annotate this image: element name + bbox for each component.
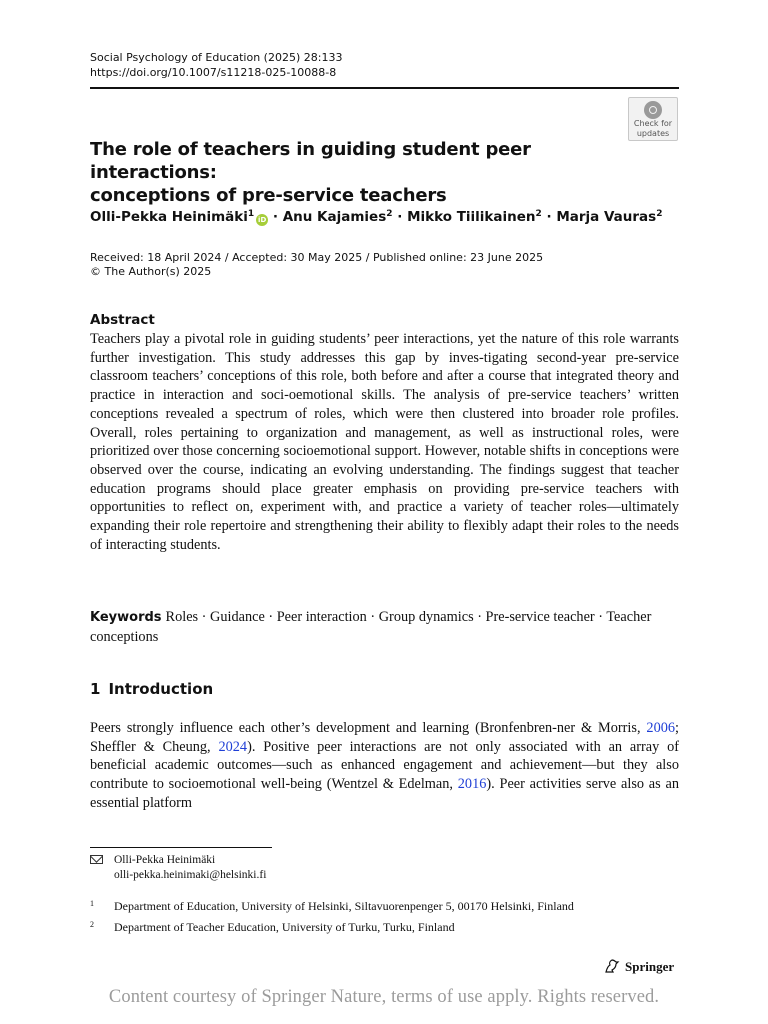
update-icon [644, 101, 662, 119]
author-separator: · [268, 209, 283, 225]
intro-text: ; Sheffler & Cheung, [90, 720, 679, 755]
keywords-list: Roles · Guidance · Peer interaction · Group dynamics · Pre-service teacher · Teacher conceptions [90, 609, 652, 645]
affiliation-number: 2 [90, 920, 94, 929]
author-affiliation: 2 [656, 209, 663, 219]
citation-link[interactable]: 2006 [646, 720, 676, 736]
dates-line: Received: 18 April 2024 / Accepted: 30 May 2025 / Published online: 23 June 2025 [90, 251, 544, 264]
intro-text: ). Peer activities serve also as an essential platform [90, 776, 679, 811]
badge-line1: Check for [633, 119, 673, 128]
publisher-name: Springer [625, 959, 675, 974]
author-name[interactable]: Mikko Tiilikainen [407, 209, 536, 225]
springer-horse-icon [604, 959, 620, 973]
author-affiliation: 2 [535, 209, 542, 219]
corr-email[interactable]: olli-pekka.heinimaki@helsinki.fi [114, 869, 267, 881]
section-title: Introduction [108, 680, 214, 698]
check-for-updates-badge[interactable] [628, 97, 678, 141]
affiliation-number: 1 [90, 899, 94, 908]
author-affiliation: 2 [386, 209, 393, 219]
footnote-rule [90, 847, 272, 848]
section-number: 1 [90, 680, 101, 698]
intro-text: Peers strongly influence each other’s development and learning (Bronfenbren-ner & Morris, [90, 720, 647, 736]
citation-link[interactable]: 2016 [457, 776, 487, 793]
orcid-icon[interactable]: iD [258, 216, 267, 224]
envelope-icon [90, 855, 103, 864]
keywords-label: Keywords [90, 610, 162, 625]
abstract-heading: Abstract [90, 312, 155, 328]
intro-paragraph [90, 719, 679, 813]
journal-header [90, 50, 342, 80]
title-line1: The role of teachers in guiding student peer interactions: [90, 139, 531, 183]
badge-line2: updates [636, 128, 670, 138]
springer-logo [604, 959, 674, 975]
citation-link[interactable]: 2024 [218, 738, 248, 755]
intro-text: ). Positive peer interactions are not only associated with an array of beneficial academic outcomes—such as enhanced engagement and achievement—but they also contribute to socioemotional well-being (Wentzel & Edelman, [90, 738, 679, 793]
author-name[interactable]: Anu Kajamies [282, 209, 387, 225]
author-list [90, 208, 662, 226]
author-affiliation: 1 [247, 209, 255, 219]
publication-dates [90, 251, 543, 279]
courtesy-notice: Content courtesy of Springer Nature, terms of use apply. Rights reserved. [108, 987, 660, 1007]
corr-name: Olli-Pekka Heinimäki [114, 854, 216, 866]
keywords [90, 608, 679, 646]
author-name[interactable]: Olli-Pekka Heinimäki [90, 209, 248, 225]
affiliation-text: Department of Education, University of Helsinki, Siltavuorenpenger 5, 00170 Helsinki, Finland [114, 899, 574, 913]
header-rule [90, 87, 679, 89]
abstract-text: Teachers play a pivotal role in guiding students’ peer interactions, yet the nature of this role warrants further investigation. This study addresses this gap by inves-tigating second-year pre-service classroom teachers’ conceptions of this role, both before and after a course that integrated theory and practice in interaction and soci-oemotional skills. The analysis of pre-service teachers’ written conceptions revealed a spectrum of roles, which were then clustered into broader role profiles. Overall, roles pertaining to organization and management, as well as instructional roles, were prioritized over those concerning socioemotional support. However, notable shifts in conceptions were observed over the course, indicating an evolving understanding. The findings suggest that teacher education programs should place greater emphasis on providing pre-service teachers with opportunities to reflect on, experiment with, and practice a variety of teacher roles—ultimately expanding their role repertoire and strengthening their ability to flexibly adapt their roles to the needs of interacting students. [90, 331, 679, 553]
author-name[interactable]: Marja Vauras [556, 209, 657, 225]
author-separator: · [541, 209, 557, 225]
section-heading [90, 680, 213, 698]
affiliation-text: Department of Teacher Education, University of Turku, Turku, Finland [114, 920, 455, 934]
article-title [90, 138, 630, 207]
author-separator: · [392, 209, 408, 225]
journal-citation: Social Psychology of Education (2025) 28:133 [90, 51, 343, 64]
title-line2: conceptions of pre-service teachers [90, 185, 447, 206]
doi-link[interactable]: https://doi.org/10.1007/s11218-025-10088-8 [90, 66, 337, 79]
copyright-line: © The Author(s) 2025 [90, 265, 212, 278]
